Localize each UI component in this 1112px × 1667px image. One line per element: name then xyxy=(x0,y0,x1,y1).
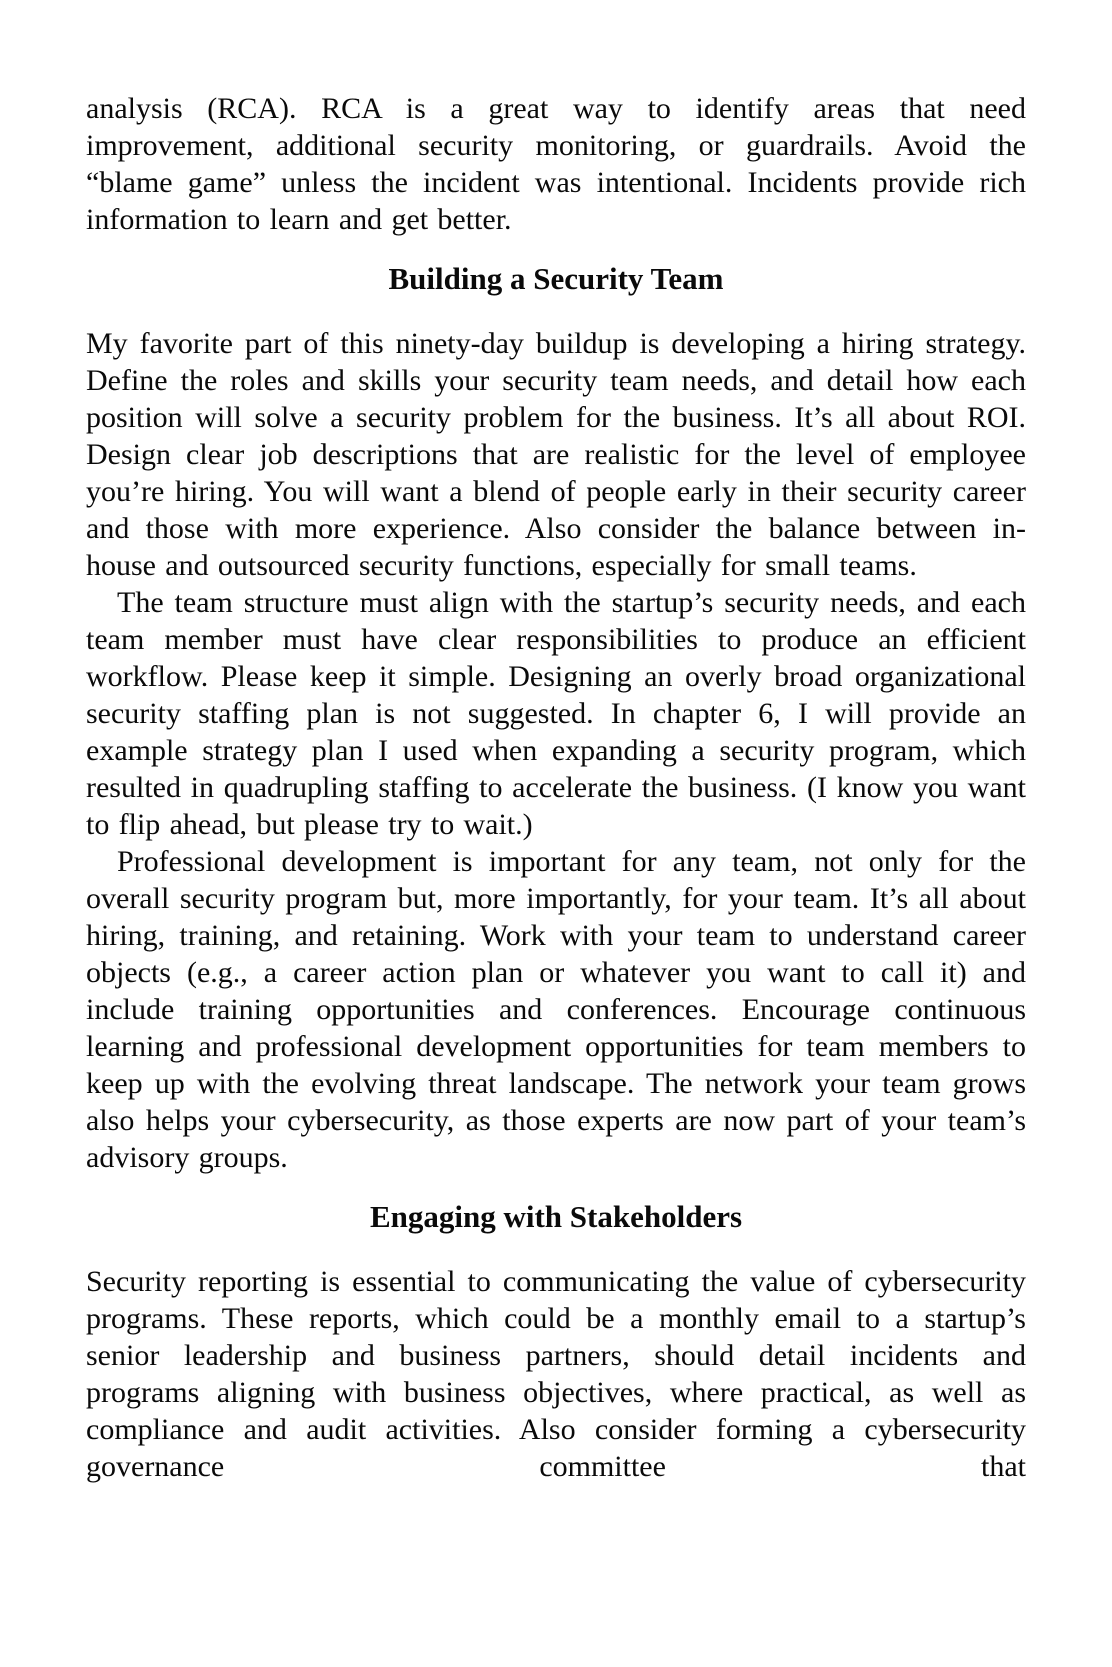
section-heading-engaging-with-stakeholders: Engaging with Stakeholders xyxy=(369,1199,743,1234)
section-heading-building-a-security-team: Building a Security Team xyxy=(388,261,724,296)
paragraph-security-reporting: Security reporting is essential to communicating the value of cybersecurity programs. These reports, which could be a monthly email to a startup’s senior leadership and business partners, should detail incidents and programs aligning with business objectives, where practical, as well as compliance and audit activities. Also consider forming a cybersecurity governance committee that xyxy=(86,1265,1026,1483)
paragraph-hiring-strategy: My favorite part of this ninety-day buildup is developing a hiring strategy. Define the roles and skills your security team needs, and detail how each position will solve a security problem for the business. It’s all about ROI. Design clear job descriptions that are realistic for the level of employee you’re hiring. You will want a blend of people early in their security career and those with more experience. Also consider the balance between in-house and outsourced security functions, especially for small teams. xyxy=(86,327,1026,582)
paragraph-professional-development: Professional development is important for any team, not only for the overall security program but, more importantly, for your team. It’s all about hiring, training, and retaining. Work with your team to understand career objects (e.g., a career action plan or whatever you want to call it) and include training opportunities and conferences. Encourage continuous learning and professional development opportunities for team members to keep up with the evolving threat landscape. The network your team grows also helps your cybersecurity, as those experts are now part of your team’s advisory groups. xyxy=(86,845,1026,1174)
paragraph-team-structure: The team structure must align with the startup’s security needs, and each team member must have clear responsibilities to produce an efficient workflow. Please keep it simple. Designing an overly broad organizational security staffing plan is not suggested. In chapter 6, I will provide an example strategy plan I used when expanding a security program, which resulted in quadrupling staffing to accelerate the business. (I know you want to flip ahead, but please try to wait.) xyxy=(86,586,1026,841)
continuation-paragraph: analysis (RCA). RCA is a great way to identify areas that need improvement, additional security monitoring, or guardrails. Avoid the “blame game” unless the incident was intentional. Incidents provide rich information to learn and get better. xyxy=(86,92,1026,236)
